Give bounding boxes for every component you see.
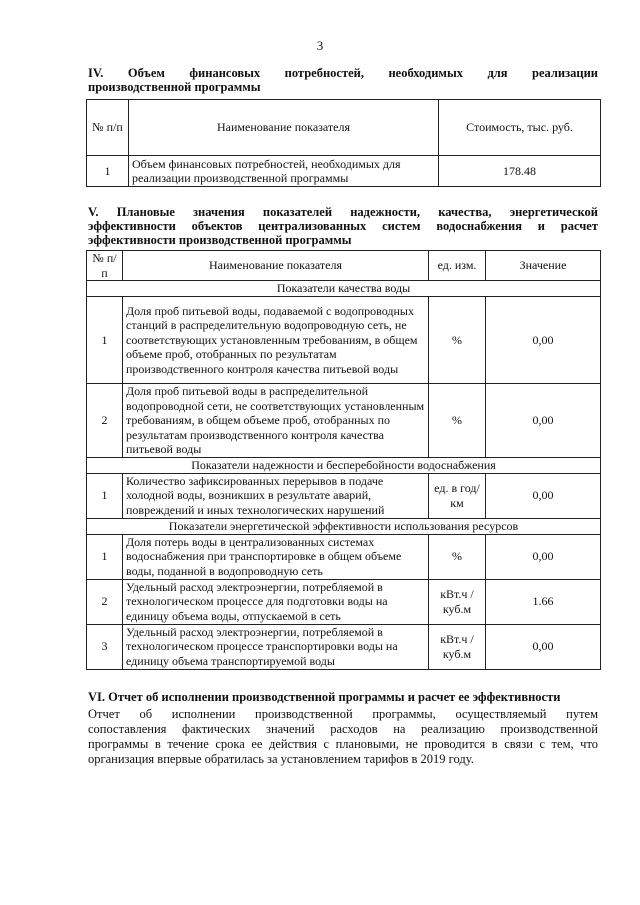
section6-line3: программы в течение срока ее действия с плановыми, не проводится в связи с тем, что xyxy=(88,737,598,751)
group-header-row xyxy=(87,457,601,473)
section6-report xyxy=(88,690,598,767)
row-num: 2 xyxy=(87,579,123,624)
header-value: Значение xyxy=(486,251,601,281)
financial-needs-table xyxy=(86,99,601,187)
row-name: Доля потерь воды в централизованных системах водоснабжения при транспортировке в общем объеме воды, поданной в водопроводную сеть xyxy=(123,534,429,579)
row-num: 1 xyxy=(87,534,123,579)
section4-heading-line2: производственной программы xyxy=(88,80,261,94)
table-row xyxy=(87,473,601,518)
row-unit: ед. в год/ км xyxy=(429,473,486,518)
financial-needs-header-row xyxy=(87,100,601,156)
section5-heading-line3: эффективности производственной программы xyxy=(88,233,352,247)
table-row xyxy=(87,156,601,187)
row-name: Удельный расход электроэнергии, потребляемой в технологическом процессе для подготовки воды на единицу объема воды, отпускаемой в сеть xyxy=(123,579,429,624)
indicators-table xyxy=(86,250,601,670)
header-name: Наименование показателя xyxy=(123,251,429,281)
row-value: 1.66 xyxy=(486,579,601,624)
row-value: 0,00 xyxy=(486,534,601,579)
row-unit: % xyxy=(429,534,486,579)
section6-heading: VI. Отчет об исполнении производственной программы и расчет ее эффективности xyxy=(88,690,561,704)
row-unit: % xyxy=(429,384,486,458)
row-name: Удельный расход электроэнергии, потребляемой в технологическом процессе транспортировки воды на единицу объема транспортируемой воды xyxy=(123,624,429,669)
group-title-energy-efficiency: Показатели энергетической эффективности использования ресурсов xyxy=(87,518,601,534)
section6-line4: организация впервые обратилась за установлением тарифов в 2019 году. xyxy=(88,752,474,766)
section6-line1: Отчет об исполнении производственной программы, осуществляемый путем xyxy=(88,707,598,721)
row-num: 1 xyxy=(87,297,123,384)
row-unit: кВт.ч / куб.м xyxy=(429,579,486,624)
section5-heading xyxy=(88,205,598,247)
row-name: Количество зафиксированных перерывов в подаче холодной воды, возникших в результате аварий, повреждений и иных технологических нарушений xyxy=(123,473,429,518)
row-value: 0,00 xyxy=(486,624,601,669)
section4-heading-line1: IV. Объем финансовых потребностей, необходимых для реализации xyxy=(88,66,598,80)
table-row xyxy=(87,624,601,669)
table-row xyxy=(87,297,601,384)
table-row xyxy=(87,384,601,458)
table-row xyxy=(87,534,601,579)
row-cost: 178.48 xyxy=(439,156,601,187)
row-name: Доля проб питьевой воды в распределительной водопроводной сети, не соответствующих установленным требованиям, в общем объеме проб, отобранных по результатам производственного контроля качества питьевой воды xyxy=(123,384,429,458)
indicators-header-row xyxy=(87,251,601,281)
row-num: 1 xyxy=(87,156,129,187)
group-title-water-quality: Показатели качества воды xyxy=(87,281,601,297)
section6-line2: сопоставления фактических значений расходов на реализацию производственной xyxy=(88,722,598,736)
row-value: 0,00 xyxy=(486,473,601,518)
header-num: № п/п xyxy=(87,100,129,156)
row-value: 0,00 xyxy=(486,384,601,458)
group-title-reliability: Показатели надежности и бесперебойности водоснабжения xyxy=(87,457,601,473)
group-header-row xyxy=(87,518,601,534)
row-name: Доля проб питьевой воды, подаваемой с водопроводных станций в распределительную водопроводную сеть, не соответствующих установленным требованиям, в общем объеме проб, отобранных по результатам производственного контроля качества питьевой воды xyxy=(123,297,429,384)
header-num: № п/п xyxy=(87,251,123,281)
section5-heading-line2: эффективности объектов централизованных систем водоснабжения и расчет xyxy=(88,219,598,233)
group-header-row xyxy=(87,281,601,297)
row-num: 2 xyxy=(87,384,123,458)
header-name: Наименование показателя xyxy=(129,100,439,156)
section5-heading-line1: V. Плановые значения показателей надежности, качества, энергетической xyxy=(88,205,598,219)
table-row xyxy=(87,579,601,624)
row-name: Объем финансовых потребностей, необходимых для реализации производственной программы xyxy=(129,156,439,187)
row-unit: % xyxy=(429,297,486,384)
row-unit: кВт.ч / куб.м xyxy=(429,624,486,669)
row-num: 1 xyxy=(87,473,123,518)
row-num: 3 xyxy=(87,624,123,669)
header-cost: Стоимость, тыс. руб. xyxy=(439,100,601,156)
page-number: 3 xyxy=(316,38,324,53)
row-value: 0,00 xyxy=(486,297,601,384)
section4-heading xyxy=(88,66,598,94)
header-unit: ед. изм. xyxy=(429,251,486,281)
